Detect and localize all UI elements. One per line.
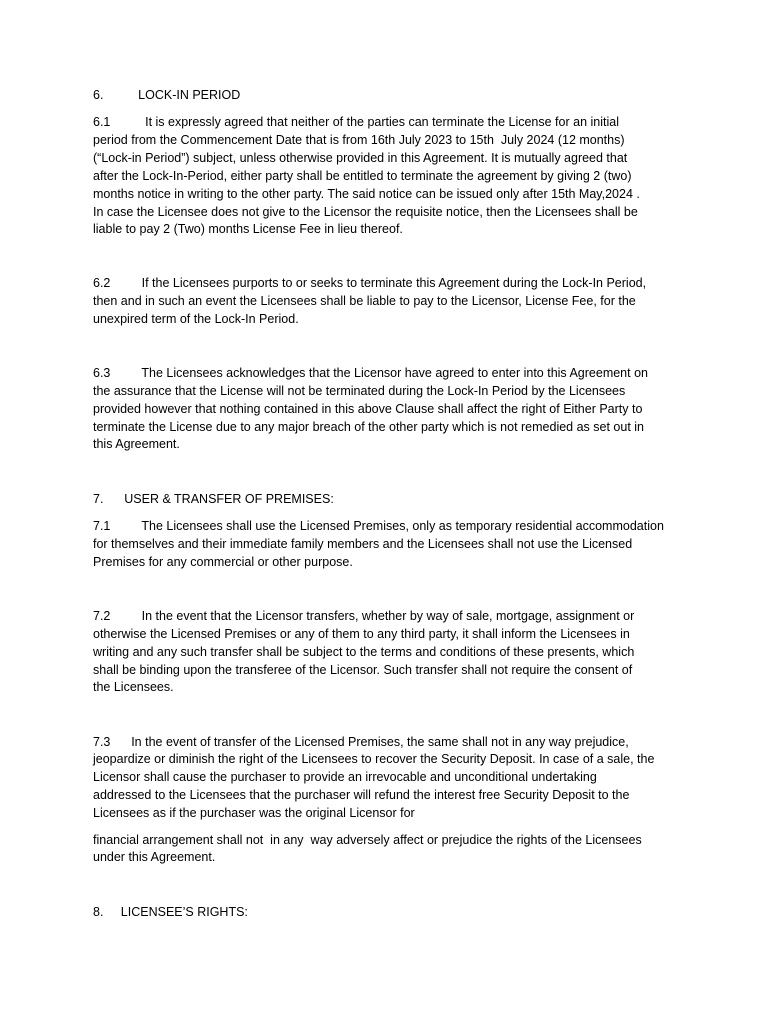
paragraph-6-3-line: 6.3 The Licensees acknowledges that the Licensor have agreed to enter into this Agreement on [93,366,648,380]
paragraph-6-2-line: unexpired term of the Lock-In Period. [93,312,299,326]
paragraph-6-2-line: 6.2 If the Licensees purports to or seeks to terminate this Agreement during the Lock-In Period, [93,276,647,290]
paragraph-6-1-line: In case the Licensee does not give to the Licensor the requisite notice, then the Licensees shall be [93,205,638,219]
paragraph-7-3-line: jeopardize or diminish the right of the Licensees to recover the Security Deposit. In case of a sale, the [93,752,655,766]
paragraph-7-2-line: shall be binding upon the transferee of the Licensor. Such transfer shall not require the consent of [93,663,633,677]
paragraph-6-1-line: months notice in writing to the other party. The said notice can be issued only after 15th May,2024 . [93,187,640,201]
section-heading-user-transfer: 7. USER & TRANSFER OF PREMISES: [93,492,334,506]
paragraph-7-1-line: Premises for any commercial or other purpose. [93,555,353,569]
paragraph-7-2-line: the Licensees. [93,680,174,694]
paragraph-6-3-line: this Agreement. [93,437,180,451]
paragraph-7-3-continuation-line: financial arrangement shall not in any way adversely affect or prejudice the rights of the Licensees [93,833,642,847]
paragraph-6-1-line: 6.1 It is expressly agreed that neither of the parties can terminate the License for an initial [93,115,619,129]
paragraph-6-1-line: (“Lock-in Period”) subject, unless otherwise provided in this Agreement. It is mutually agreed that [93,151,628,165]
paragraph-6-2-line: then and in such an event the Licensees shall be liable to pay to the Licensor, License Fee, for the [93,294,636,308]
paragraph-7-3-line: 7.3 In the event of transfer of the Licensed Premises, the same shall not in any way prejudice, [93,735,629,749]
section-heading-licensee-rights: 8. LICENSEE’S RIGHTS: [93,905,248,919]
section-heading-lock-in-period: 6. LOCK-IN PERIOD [93,88,241,102]
paragraph-7-3-line: addressed to the Licensees that the purchaser will refund the interest free Security Deposit to the [93,788,630,802]
paragraph-7-1-line: for themselves and their immediate family members and the Licensees shall not use the Licensed [93,537,633,551]
paragraph-7-1-line: 7.1 The Licensees shall use the Licensed Premises, only as temporary residential accommodation [93,519,664,533]
paragraph-7-2-line: otherwise the Licensed Premises or any of them to any third party, it shall inform the Licensees in [93,627,630,641]
paragraph-6-1-line: liable to pay 2 (Two) months License Fee in lieu thereof. [93,222,403,236]
paragraph-6-1-line: after the Lock-In-Period, either party shall be entitled to terminate the agreement by giving 2 (two) [93,169,632,183]
paragraph-7-3-line: Licensees as if the purchaser was the original Licensor for [93,806,415,820]
paragraph-7-2-line: writing and any such transfer shall be subject to the terms and conditions of these presents, which [93,645,635,659]
paragraph-7-2-line: 7.2 In the event that the Licensor transfers, whether by way of sale, mortgage, assignment or [93,609,635,623]
paragraph-6-3-line: terminate the License due to any major breach of the other party which is not remedied as set out in [93,420,645,434]
paragraph-6-3-line: provided however that nothing contained in this above Clause shall affect the right of Either Party to [93,402,643,416]
paragraph-7-3-continuation-line: under this Agreement. [93,850,216,864]
paragraph-7-3-line: Licensor shall cause the purchaser to provide an irrevocable and unconditional undertaking [93,770,597,784]
paragraph-6-1-line: period from the Commencement Date that is from 16th July 2023 to 15th July 2024 (12 months) [93,133,625,147]
paragraph-6-3-line: the assurance that the License will not be terminated during the Lock-In Period by the Licensees [93,384,626,398]
